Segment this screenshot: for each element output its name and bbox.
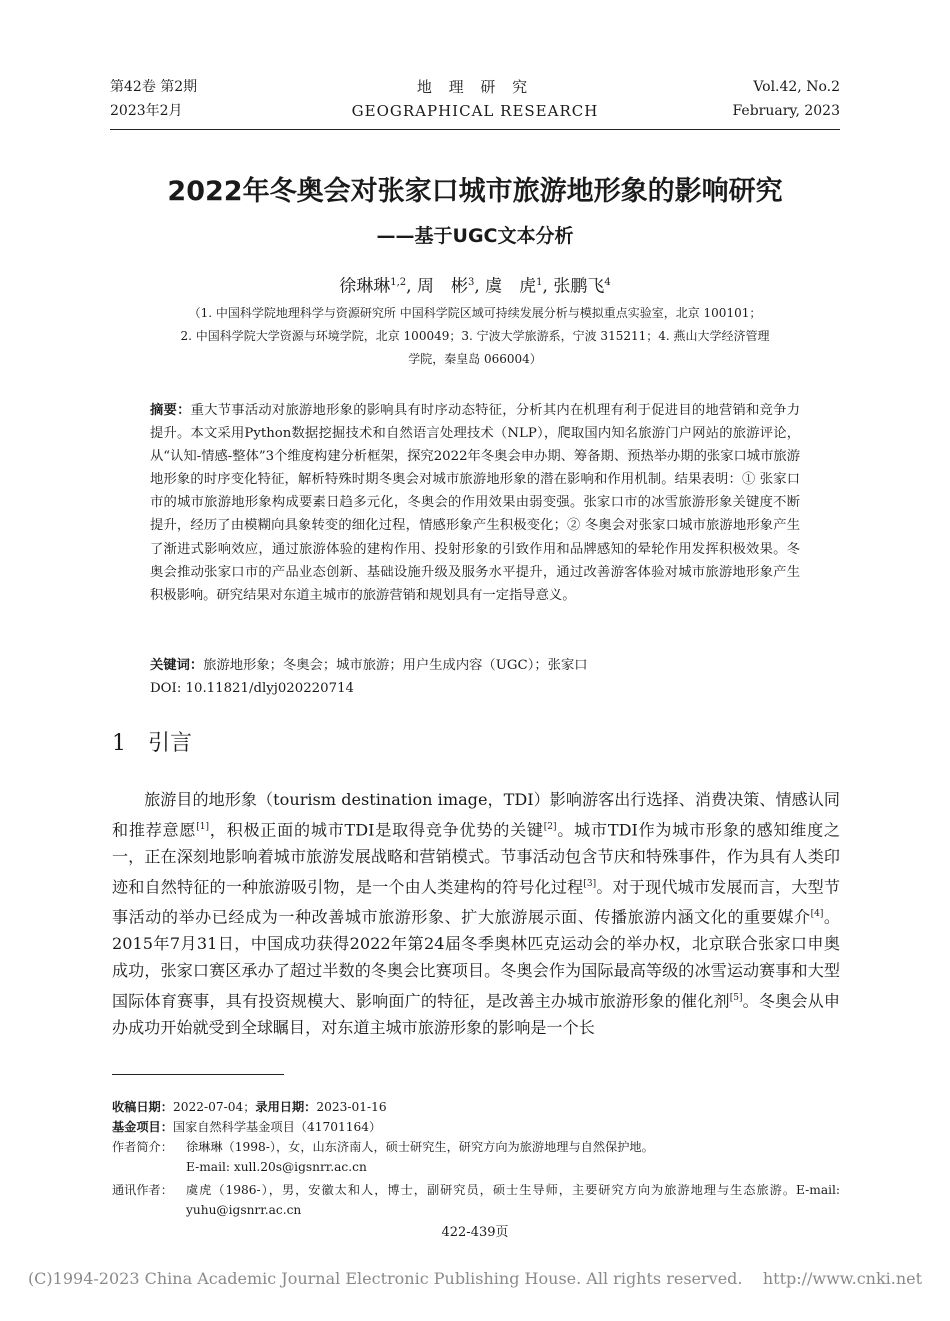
affiliation-line: 学院，秦皇岛 066004） [408, 352, 542, 366]
author-affil-mark: 1 [536, 277, 543, 288]
section-heading: 1 引言 [112, 731, 192, 756]
header-date-cn: 2023年2月 [110, 103, 183, 119]
affiliation-line: （1. 中国科学院地理科学与资源研究所 中国科学院区域可持续发展分析与模拟重点实验室，北京 100101； [188, 306, 762, 320]
header-volume-en: Vol.42, No.2 [753, 79, 840, 95]
footnote-corr-label: 通讯作者： [112, 1183, 173, 1197]
citation-ref: [3] [583, 878, 597, 889]
footnote-author: 徐琳琳（1998-），女，山东济南人，硕士研究生，研究方向为旅游地理与自然保护地。 [186, 1140, 654, 1154]
author-list: 徐琳琳$^{1,2}$, 周 彬$^3$, 虞 虎$^1$, 张鹏飞$^4$ [339, 276, 611, 297]
footnote-author-label: 作者简介： [112, 1140, 173, 1154]
body-text-run: 。城市TDI作为城市形象的感知维度之一，正在深刻地影响着城市旅游发展战略和营销模式。节事活动包含节庆和特殊事件，作为具有人类印迹和自然特征的一种旅游吸引物，是一个由人类建构的符号化过程 [112, 820, 841, 897]
footnote-author-email: E-mail: xull.20s@igsnrr.ac.cn [186, 1160, 367, 1174]
citation-ref: [1] [196, 821, 209, 832]
body-text-run: 。对于现代城市发展而言，大型节事活动的举办已经成为一种改善城市旅游形象、扩大旅游展示面、传播旅游内涵文化的重要媒介 [112, 877, 841, 927]
footnote-dates [112, 1097, 387, 1117]
fund-label: 基金项目： [112, 1120, 173, 1134]
accepted-date: 2023-01-16 [316, 1100, 387, 1114]
author-name: 虞 虎 [485, 276, 537, 297]
body-text-run: 旅游目的地形象（tourism destination image，TDI）影响游客出行选择、消费决策、情感认同和推荐意愿 [112, 790, 840, 840]
abstract-label: 摘要： [150, 403, 191, 418]
keywords-text: 旅游地形象；冬奥会；城市旅游；用户生成内容（UGC）；张家口 [203, 658, 588, 673]
header-rule [110, 129, 840, 130]
body-text-run: 。冬奥会从申办成功开始就受到全球瞩目，对东道主城市旅游形象的影响是一个长 [112, 991, 841, 1037]
fund-text: 国家自然科学基金项目（41701164） [172, 1120, 382, 1134]
abstract [150, 399, 800, 607]
author-affil-mark: 1,2 [390, 277, 407, 288]
body-paragraph [112, 787, 840, 1042]
doi: DOI: 10.11821/dlyj020220714 [150, 681, 354, 696]
abstract-text: 重大节事活动对旅游地形象的影响具有时序动态特征，分析其内在机理有利于促进目的地营销和竞争力提升。本文采用Python数据挖掘技术和自然语言处理技术（NLP），爬取国内知名旅游门户网站的旅游评论，从“认知-情感-整体”3个维度构建分析框架，探究2022年冬奥会申办期、筹备期、预热举办期的张家口城市旅游地形象的时序变化特征，解析特殊时期冬奥会对城市旅游地形象的潜在影响和作用机制。结果表明：① 张家口市的城市旅游地形象构成要素日趋多元化，冬奥会的作用效果由弱变强。张家口市的冰雪旅游形象关键度不断提升，经历了由模糊向具象转变的细化过程，情感形象产生积极变化；② 冬奥会对张家口城市旅游地形象产生了渐进式影响效应，通过旅游体验的建构作用、投射形象的引致作用和品牌感知的晕轮作用发挥积极效果。冬奥会推动张家口市的产品业态创新、基础设施升级及服务水平提升，通过改善游客体验对城市旅游地形象产生积极影响。研究结果对东道主城市的旅游营销和规划具有一定指导意义。 [150, 403, 800, 603]
affiliation-line: 2. 中国科学院大学资源与环境学院，北京 100049；3. 宁波大学旅游系，宁波 315211；4. 燕山大学经济管理 [180, 329, 770, 343]
footnote-rule [112, 1074, 284, 1075]
keywords [150, 654, 800, 677]
received-date: 2022-07-04； [172, 1100, 256, 1114]
received-label: 收稿日期： [112, 1100, 173, 1114]
citation-ref: [4] [810, 908, 824, 919]
header-journal-cn: 地 理 研 究 [416, 78, 534, 96]
citation-ref: [5] [729, 992, 743, 1003]
citation-ref: [2] [543, 821, 557, 832]
header-date-en: February, 2023 [732, 103, 840, 119]
body-text-run: 。2015年7月31日，中国成功获得2022年第24届冬季奥林匹克运动会的举办权，北京联合张家口申奥成功，张家口赛区承办了超过半数的冬奥会比赛项目。冬奥会作为国际最高等级的冰雪运动赛事和大型国际体育赛事，具有投资规模大、影响面广的特征，是改善主办城市旅游形象的催化剂 [112, 907, 841, 1011]
paper-title: 2022年冬奥会对张家口城市旅游地形象的影响研究 [167, 176, 783, 207]
keywords-label: 关键词： [150, 658, 204, 673]
section-body [112, 787, 840, 1042]
footnote-fund [112, 1117, 381, 1137]
page-range: 422-439页 [441, 1225, 509, 1240]
author-name: 徐琳琳 [339, 276, 391, 297]
author-name: 张鹏飞 [553, 276, 605, 297]
header-journal-en: GEOGRAPHICAL RESEARCH [351, 102, 599, 120]
paper-subtitle: ——基于UGC文本分析 [376, 225, 574, 247]
author-name: 周 彬 [416, 276, 468, 297]
body-text-run: ，积极正面的城市TDI是取得竞争优势的关键 [209, 820, 544, 840]
author-affil-mark: 4 [604, 277, 611, 288]
accepted-label: 录用日期： [255, 1100, 317, 1114]
footnote-corr: 虞虎（1986-），男，安徽太和人，博士，副研究员，硕士生导师，主要研究方向为旅游地理与生态旅游。E-mail: yuhu@igsnrr.ac.cn [186, 1183, 840, 1217]
header-volume-cn: 第42卷 第2期 [110, 79, 198, 95]
copyright-watermark: (C)1994-2023 China Academic Journal Electronic Publishing House. All rights reserved. http://www.cnki.net [27, 1269, 923, 1288]
author-affil-mark: 3 [467, 277, 475, 288]
